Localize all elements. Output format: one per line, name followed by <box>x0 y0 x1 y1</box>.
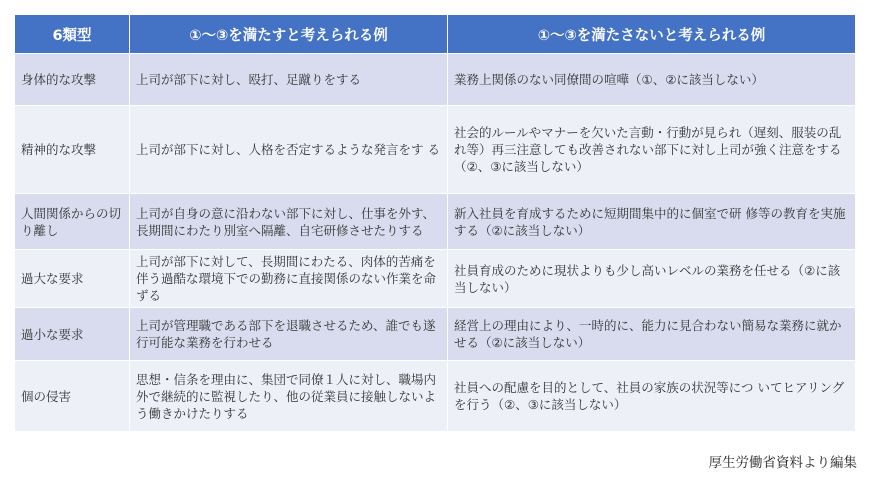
not-satisfy-example-cell: 新入社員を育成するために短期間集中的に個室で研 修等の教育を実施する（②に該当しない） <box>448 194 856 250</box>
not-satisfy-example-cell: 社員育成のために現状よりも少し高いレベルの業務を任せる（②に該当しない） <box>448 250 856 308</box>
not-satisfy-example-cell: 社会的ルールやマナーを欠いた言動・行動が見られ（遅刻、服装の乱れ等）再三注意しても改善されない部下に対し上司が強く注意をする（②、③に該当しない） <box>448 106 856 194</box>
source-note: 厚生労働省資料より編集 <box>708 455 857 471</box>
table-row <box>15 194 856 250</box>
header-satisfy-examples: ①～③を満たすと考えられる例 <box>130 15 448 54</box>
not-satisfy-example-cell: 経営上の理由により、一時的に、能力に見合わない簡易な業務に就かせる（②に該当しない） <box>448 308 856 361</box>
table-row <box>15 106 856 194</box>
table-row <box>15 250 856 308</box>
satisfy-example-cell: 上司が管理職である部下を退職させるため、誰でも遂行可能な業務を行わせる <box>130 308 448 361</box>
type-cell: 個の侵害 <box>15 361 130 432</box>
satisfy-example-cell: 上司が部下に対し、殴打、足蹴りをする <box>130 54 448 106</box>
type-cell: 人間関係からの切り離し <box>15 194 130 250</box>
type-cell: 過小な要求 <box>15 308 130 361</box>
table-row <box>15 361 856 432</box>
header-not-satisfy-examples: ①～③を満たさないと考えられる例 <box>448 15 856 54</box>
type-cell: 過大な要求 <box>15 250 130 308</box>
type-cell: 精神的な攻撃 <box>15 106 130 194</box>
satisfy-example-cell: 上司が部下に対して、長期間にわたる、肉体的苦痛を伴う過酷な環境下での勤務に直接関係のない作業を命 ずる <box>130 250 448 308</box>
not-satisfy-example-cell: 業務上関係のない同僚間の喧嘩（①、②に該当しない） <box>448 54 856 106</box>
table-row <box>15 308 856 361</box>
not-satisfy-example-cell: 社員への配慮を目的として、社員の家族の状況等につ いてヒアリングを行う（②、③に該当しない） <box>448 361 856 432</box>
harassment-types-table <box>14 14 856 432</box>
header-type: 6類型 <box>15 15 130 54</box>
table-row <box>15 54 856 106</box>
satisfy-example-cell: 上司が自身の意に沿わない部下に対し、仕事を外す、長期間にわたり別室へ隔離、自宅研修させたりする <box>130 194 448 250</box>
type-cell: 身体的な攻撃 <box>15 54 130 106</box>
table-header-row <box>15 15 856 54</box>
satisfy-example-cell: 上司が部下に対し、人格を否定するような発言をす る <box>130 106 448 194</box>
satisfy-example-cell: 思想・信条を理由に、集団で同僚１人に対し、職場内外で継続的に監視したり、他の従業員に接触しないよ う働きかけたりする <box>130 361 448 432</box>
